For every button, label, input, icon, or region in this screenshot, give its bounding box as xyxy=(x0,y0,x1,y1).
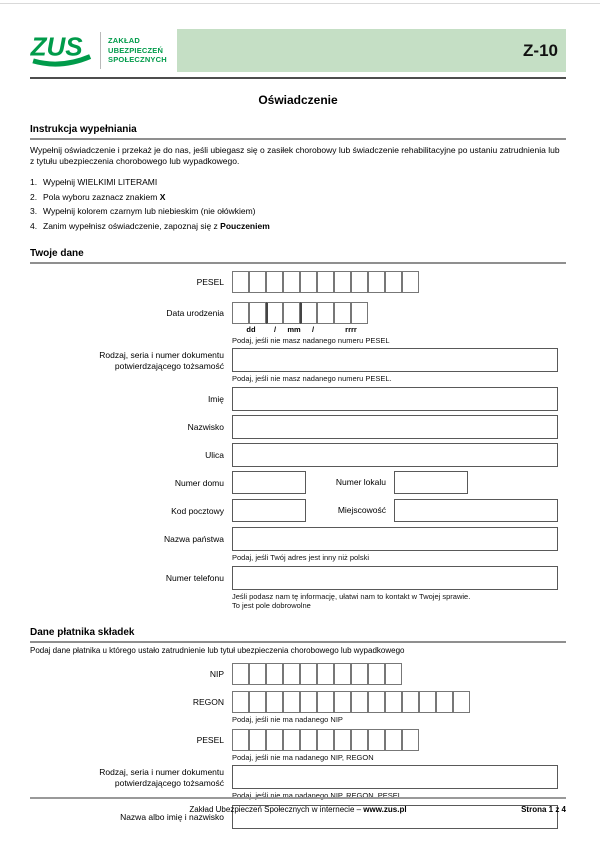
field-label-pesel: PESEL xyxy=(196,277,224,287)
instruction-item xyxy=(30,190,566,205)
field-row-phone xyxy=(30,566,566,610)
digit-cell[interactable] xyxy=(317,302,334,324)
zus-logo xyxy=(30,29,94,72)
field-label-nip: NIP xyxy=(209,669,224,679)
date-format-row xyxy=(232,325,566,334)
item-number: 2. xyxy=(30,191,38,202)
regon-hint: Podaj, jeśli nie ma nadanego NIP xyxy=(232,715,343,724)
section-heading-your-data: Twoje dane xyxy=(30,248,566,264)
first-name-input[interactable] xyxy=(232,387,558,411)
digit-cell[interactable] xyxy=(232,691,249,713)
logo-divider xyxy=(100,32,101,69)
payer-pesel-hint: Podaj, jeśli nie ma nadanego NIP, REGON xyxy=(232,753,374,762)
field-label-last-name: Nazwisko xyxy=(187,422,224,432)
field-label-country: Nazwa państwa xyxy=(163,534,224,544)
field-row-street xyxy=(30,443,566,467)
payer-pesel-cells[interactable] xyxy=(232,729,566,751)
label-line: Rodzaj, seria i numer dokumentu xyxy=(99,350,224,360)
digit-cell[interactable] xyxy=(232,663,249,685)
field-label-first-name: Imię xyxy=(207,394,224,404)
digit-cell[interactable] xyxy=(283,729,300,751)
date-format-slash: / xyxy=(311,325,315,334)
item-text: Zanim wypełnisz oświadczenie, zapoznaj się z xyxy=(43,220,221,231)
phone-hint-1: Jeśli podasz nam tę informację, ułatwi nam to kontakt w Twojej sprawie. xyxy=(232,592,471,601)
digit-cell[interactable] xyxy=(266,271,283,293)
digit-cell[interactable] xyxy=(317,691,334,713)
birth-date-cells[interactable] xyxy=(232,302,566,324)
digit-cell[interactable] xyxy=(385,729,402,751)
field-label-flat-number: Numer lokalu xyxy=(335,477,386,487)
digit-cell[interactable] xyxy=(266,729,283,751)
label-line: Rodzaj, seria i numer dokumentu xyxy=(99,767,224,777)
form-header xyxy=(30,29,566,72)
field-label-city: Miejscowość xyxy=(337,505,386,515)
field-label-payer-name: Nazwa albo imię i nazwisko xyxy=(120,812,224,822)
digit-cell[interactable] xyxy=(436,691,453,713)
digit-cell[interactable] xyxy=(334,729,351,751)
field-row-nip xyxy=(30,663,566,685)
nip-cells[interactable] xyxy=(232,663,566,685)
field-row-house-flat xyxy=(30,471,566,495)
page-number: Strona 1 z 4 xyxy=(521,805,566,814)
section-heading-instructions: Instrukcja wypełniania xyxy=(30,124,566,140)
digit-cell[interactable] xyxy=(266,302,283,324)
field-row-payer-identity-document xyxy=(30,765,566,800)
digit-cell[interactable] xyxy=(249,691,266,713)
field-row-country xyxy=(30,527,566,562)
digit-cell[interactable] xyxy=(232,271,249,293)
phone-input[interactable] xyxy=(232,566,558,590)
date-format-slash: / xyxy=(273,325,277,334)
city-input[interactable] xyxy=(394,499,558,522)
instructions-intro: Wypełnij oświadczenie i przekaż je do nas, jeśli ubiegasz się o zasiłek chorobowy lub świadczenie rehabilitacyjne po ustaniu zatrudnienia lub z tytułu ubezpieczenia chorobowego lub wypadkowego. xyxy=(30,145,560,166)
digit-cell[interactable] xyxy=(283,302,300,324)
digit-cell[interactable] xyxy=(402,271,419,293)
date-format-dd: dd xyxy=(246,325,256,334)
item-text: Wypełnij kolorem czarnym lub niebieskim (nie ołówkiem) xyxy=(43,206,256,216)
digit-cell[interactable] xyxy=(300,691,317,713)
digit-cell[interactable] xyxy=(334,691,351,713)
field-label-phone: Numer telefonu xyxy=(165,573,224,583)
org-name xyxy=(108,29,177,72)
last-name-input[interactable] xyxy=(232,415,558,439)
digit-cell[interactable] xyxy=(385,691,402,713)
footer-info: Zakład Ubezpieczeń Społecznych w internecie – xyxy=(189,805,364,814)
digit-cell[interactable] xyxy=(300,271,317,293)
instruction-item xyxy=(30,219,566,234)
pesel-cells[interactable] xyxy=(232,271,566,293)
field-label-regon: REGON xyxy=(192,697,224,707)
digit-cell[interactable] xyxy=(249,302,266,324)
field-row-birth-date xyxy=(30,302,566,345)
payer-identity-document-input[interactable] xyxy=(232,765,558,789)
item-bold: Pouczeniem xyxy=(220,220,270,231)
digit-cell[interactable] xyxy=(300,302,317,324)
org-line: SPOŁECZNYCH xyxy=(108,55,167,65)
date-format-yyyy: rrrr xyxy=(345,325,357,334)
identity-document-hint: Podaj, jeśli nie masz nadanego numeru PESEL. xyxy=(232,374,392,383)
digit-cell[interactable] xyxy=(317,729,334,751)
date-format-mm: mm xyxy=(287,325,301,334)
field-row-first-name xyxy=(30,387,566,411)
digit-cell[interactable] xyxy=(368,729,385,751)
header-rule xyxy=(30,77,566,79)
item-text: Wypełnij WIELKIMI LITERAMI xyxy=(43,177,158,187)
field-row-regon xyxy=(30,691,566,724)
form-code: Z-10 xyxy=(523,40,558,60)
house-number-input[interactable] xyxy=(232,471,306,494)
postal-code-input[interactable] xyxy=(232,499,306,522)
regon-cells[interactable] xyxy=(232,691,566,713)
org-line: UBEZPIECZEŃ xyxy=(108,45,164,55)
instruction-item xyxy=(30,175,566,190)
field-label-street: Ulica xyxy=(205,450,224,460)
instructions-list xyxy=(30,175,566,233)
section-heading-payer-data: Dane płatnika składek xyxy=(30,627,566,643)
field-row-pesel xyxy=(30,271,566,293)
item-number: 3. xyxy=(30,206,38,216)
digit-cell[interactable] xyxy=(368,691,385,713)
digit-cell[interactable] xyxy=(419,691,436,713)
digit-cell[interactable] xyxy=(317,271,334,293)
zus-logo-icon xyxy=(30,31,92,71)
digit-cell[interactable] xyxy=(351,302,368,324)
birth-date-hint: Podaj, jeśli nie masz nadanego numeru PESEL xyxy=(232,336,390,345)
footer-url: www.zus.pl xyxy=(363,805,407,814)
item-text: Pola wyboru zaznacz znakiem xyxy=(43,191,160,202)
digit-cell[interactable] xyxy=(232,302,249,324)
item-number: 4. xyxy=(30,220,38,231)
page-footer xyxy=(30,797,566,814)
digit-cell[interactable] xyxy=(283,663,300,685)
digit-cell[interactable] xyxy=(232,729,249,751)
org-line: ZAKŁAD xyxy=(108,36,141,46)
street-input[interactable] xyxy=(232,443,558,467)
digit-cell[interactable] xyxy=(249,663,266,685)
field-label-payer-identity-document xyxy=(30,765,232,800)
digit-cell[interactable] xyxy=(317,663,334,685)
field-row-postal-city xyxy=(30,499,566,523)
digit-cell[interactable] xyxy=(300,729,317,751)
item-bold: X xyxy=(159,191,166,202)
digit-cell[interactable] xyxy=(334,302,351,324)
digit-cell[interactable] xyxy=(283,271,300,293)
digit-cell[interactable] xyxy=(351,271,368,293)
digit-cell[interactable] xyxy=(385,663,402,685)
label-line: potwierdzającego tożsamość xyxy=(114,778,224,788)
digit-cell[interactable] xyxy=(368,663,385,685)
digit-cell[interactable] xyxy=(300,663,317,685)
flat-number-input[interactable] xyxy=(394,471,468,494)
digit-cell[interactable] xyxy=(283,691,300,713)
field-label-identity-document xyxy=(30,348,232,383)
digit-cell[interactable] xyxy=(368,271,385,293)
identity-document-input[interactable] xyxy=(232,348,558,372)
digit-cell[interactable] xyxy=(351,663,368,685)
item-number: 1. xyxy=(30,177,38,187)
field-row-payer-pesel xyxy=(30,729,566,762)
digit-cell[interactable] xyxy=(334,663,351,685)
digit-cell[interactable] xyxy=(334,271,351,293)
digit-cell[interactable] xyxy=(385,271,402,293)
label-line: potwierdzającego tożsamość xyxy=(114,361,224,371)
country-input[interactable] xyxy=(232,527,558,551)
country-hint: Podaj, jeśli Twój adres jest inny niż polski xyxy=(232,553,370,562)
page-title: Oświadczenie xyxy=(258,93,338,107)
zus-logo-text: ZUS xyxy=(30,30,83,61)
instruction-item xyxy=(30,204,566,219)
payer-identity-document-hint: Podaj, jeśli nie ma nadanego NIP, REGON, PESEL xyxy=(232,791,402,800)
digit-cell[interactable] xyxy=(249,271,266,293)
form-code-band xyxy=(177,29,566,72)
digit-cell[interactable] xyxy=(266,691,283,713)
phone-hint-2: To jest pole dobrowolne xyxy=(232,601,311,610)
digit-cell[interactable] xyxy=(351,691,368,713)
field-label-postal-code: Kod pocztowy xyxy=(171,506,224,516)
field-label-house-number: Numer domu xyxy=(174,478,224,488)
digit-cell[interactable] xyxy=(402,729,419,751)
payer-section-subtitle: Podaj dane płatnika u którego ustało zatrudnienie lub tytuł ubezpieczenia chorobowego lub wypadkowego xyxy=(30,646,405,655)
field-label-birth-date: Data urodzenia xyxy=(166,308,224,318)
digit-cell[interactable] xyxy=(249,729,266,751)
digit-cell[interactable] xyxy=(453,691,470,713)
field-label-payer-pesel: PESEL xyxy=(196,735,224,745)
digit-cell[interactable] xyxy=(402,691,419,713)
field-row-identity-document xyxy=(30,348,566,383)
field-row-last-name xyxy=(30,415,566,439)
digit-cell[interactable] xyxy=(266,663,283,685)
digit-cell[interactable] xyxy=(351,729,368,751)
